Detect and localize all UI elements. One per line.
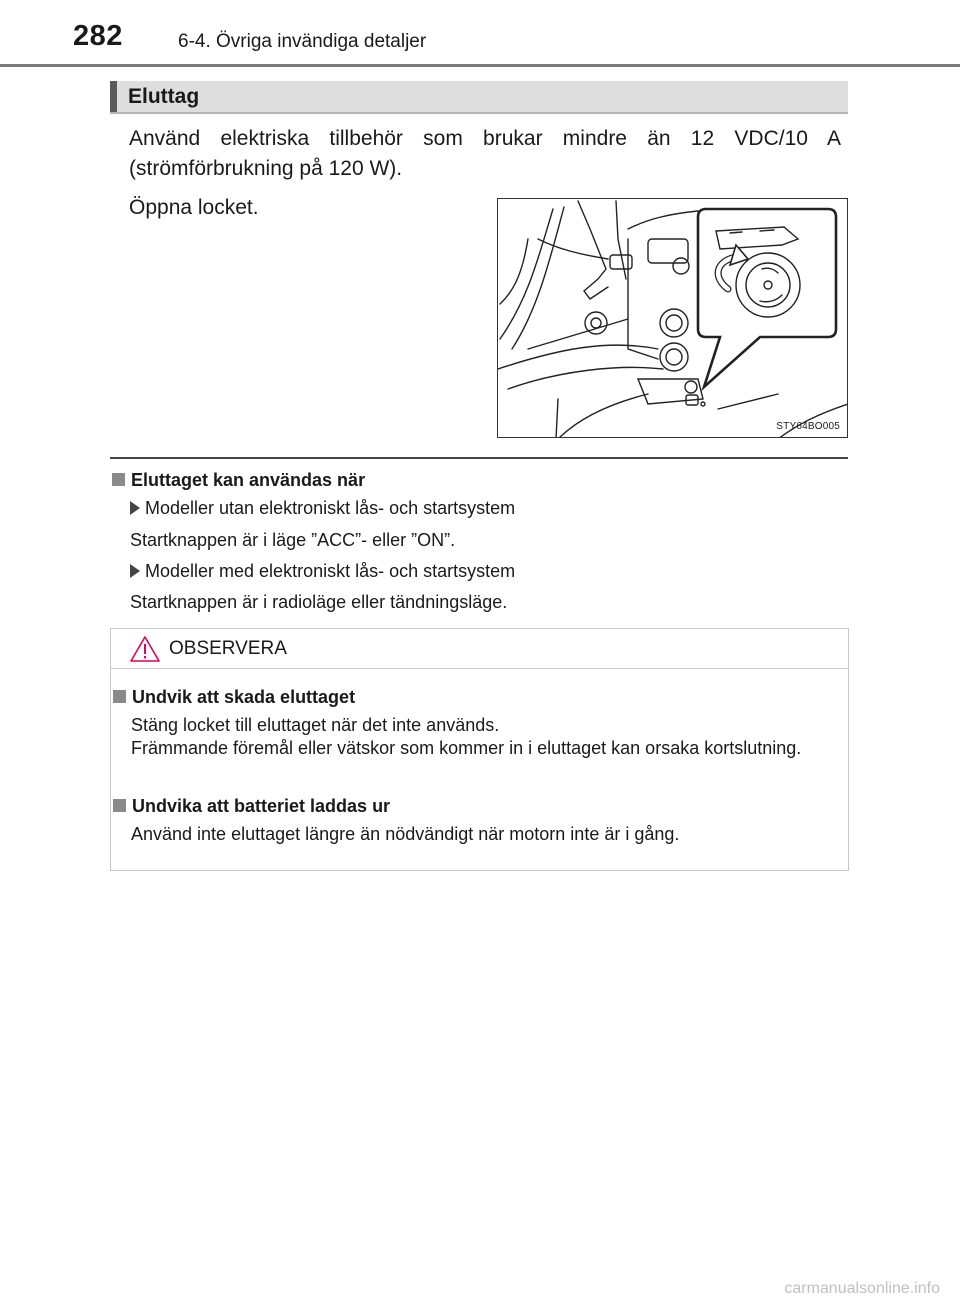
condition-text: Startknappen är i radioläge eller tändningsläge.: [130, 592, 508, 612]
figure-code: STY64BO005: [776, 421, 840, 432]
notice-item-heading: [113, 687, 355, 708]
model-with-smart-entry: [130, 561, 515, 582]
section-divider: [110, 457, 848, 459]
dashboard-drawing: [498, 199, 848, 438]
usage-heading: [112, 470, 365, 491]
model-label: Modeller med elektroniskt lås- och startsystem: [145, 561, 516, 581]
square-bullet-icon: [113, 799, 126, 812]
intro-paragraph: Använd elektriska tillbehör som brukar mindre än 12 VDC/10 A (strömförbrukning på 120 W).: [129, 127, 841, 180]
page-number: 282: [73, 20, 123, 52]
notice-text: Främmande föremål eller vätskor som kommer in i eluttaget kan orsaka kortslutning.: [131, 738, 802, 758]
triangle-bullet-icon: [130, 501, 140, 515]
notice-box: [110, 628, 849, 871]
section-accent: [110, 81, 117, 112]
warning-triangle-icon: [129, 635, 161, 663]
square-bullet-icon: [113, 690, 126, 703]
notice-title: OBSERVERA: [169, 638, 287, 659]
model-label: Modeller utan elektroniskt lås- och startsystem: [145, 498, 516, 518]
section-heading-bar: [110, 81, 848, 114]
open-lid-instruction: Öppna locket.: [129, 196, 259, 219]
notice-heading-text: Undvika att batteriet laddas ur: [132, 796, 391, 816]
watermark: carmanualsonline.info: [784, 1280, 940, 1297]
triangle-bullet-icon: [130, 564, 140, 578]
notice-header: [111, 629, 848, 669]
square-bullet-icon: [112, 473, 125, 486]
notice-text: Använd inte eluttaget längre än nödvändigt när motorn inte är i gång.: [131, 824, 680, 844]
section-title: Eluttag: [128, 85, 200, 108]
notice-text: Stäng locket till eluttaget när det inte används.: [131, 715, 500, 735]
usage-heading-text: Eluttaget kan användas när: [131, 470, 366, 490]
condition-text: Startknappen är i läge ”ACC”- eller ”ON”.: [130, 530, 456, 550]
power-outlet-illustration: [497, 198, 848, 438]
chapter-title: 6-4. Övriga invändiga detaljer: [178, 31, 427, 52]
header-divider: [0, 64, 960, 67]
model-without-smart-entry: [130, 498, 515, 519]
notice-item-heading: [113, 796, 390, 817]
notice-heading-text: Undvik att skada eluttaget: [132, 687, 356, 707]
